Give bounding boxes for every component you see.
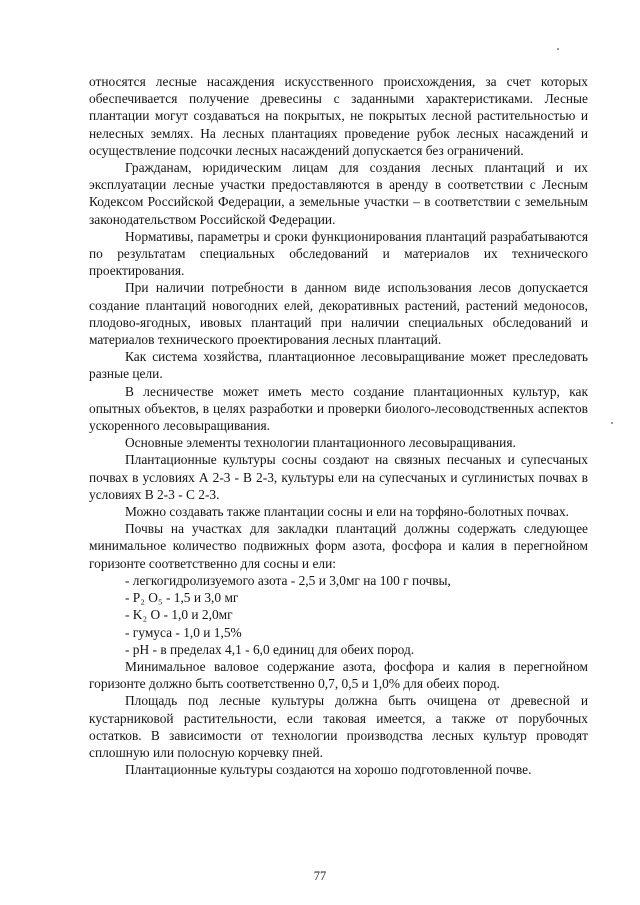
- paragraph-site-clearing: Площадь под лесные культуры должна быть очищена от древесной и кустарниковой растительности, если таковая имеется, а также от порубочных остатков. В зависимости от технологии производства лесных культур проводят сплошную или полосную корчевку пней.: [89, 693, 588, 760]
- scan-speck: [611, 422, 613, 424]
- list-item-humus: - гумуса - 1,0 и 1,5%: [125, 624, 242, 640]
- paragraph-soil-conditions: Плантационные культуры сосны создают на связных песчаных и супесчаных почвах в условиях А 2-3 - В 2-3, культуры ели на супесчаных и суглинистых почвах в условиях В 2-3 - С 2-3.: [89, 452, 588, 502]
- list-item-potassium: - K₂ O - 1,0 и 2,0мг: [125, 607, 233, 623]
- paragraph-experimental: В лесничестве может иметь место создание плантационных культур, как опытных объектов, в целях разработки и проверки биолого-лесоводственных аспектов ускоренного лесовыращивания.: [89, 383, 588, 434]
- paragraph-plantation-types: При наличии потребности в данном виде использования лесов допускается создание плантаций новогодних елей, декоративных растений, растений медоносов, плодово-ягодных, ивовых плантаций при наличии специальных обследований и материалов технического проектирования лесных плантаций.: [89, 280, 588, 348]
- paragraph-gross-content: Минимальное валовое содержание азота, фосфора и калия в перегнойном горизонте должно быть соответственно 0,7, 0,5 и 1,0% для обеих пород.: [89, 658, 588, 692]
- paragraph-norms: Нормативы, параметры и сроки функционирования плантаций разрабатываются по результатам специальных обследований и материалов их технического проектирования.: [89, 228, 588, 279]
- list-item-phosphorus: - P₂ O₅ - 1,5 и 3,0 мг: [125, 590, 239, 606]
- list-item-ph: - pH - в пределах 4,1 - 6,0 единиц для обеих пород.: [125, 641, 415, 657]
- paragraph-nutrients-intro: Почвы на участках для закладки плантаций должны содержать следующее минимальное количество подвижных форм азота, фосфора и калия в перегнойном горизонте соответственно для сосны и ели:: [89, 521, 588, 571]
- paragraph-technology-heading: Основные элементы технологии плантационного лесовыращивания.: [125, 435, 516, 451]
- scan-speck: [557, 48, 559, 50]
- paragraph-goals: Как система хозяйства, плантационное лесовыращивание может преследовать разные цели.: [89, 349, 588, 382]
- paragraph-peat-soils: Можно создавать также плантации сосны и ели на торфяно-болотных почвах.: [125, 504, 570, 520]
- paragraph-soil-preparation: Плантационные культуры создаются на хорошо подготовленной почве.: [125, 762, 532, 778]
- paragraph-continuation: относятся лесные насаждения искусственного происхождения, за счет которых обеспечивается получение древесины с заданными характеристиками. Лесные плантации могут создаваться на покрытых, не покрытых лесной растительностью и нелесных землях. На лесных плантациях проведение рубок лесных насаждений и осуществление подсочки лесных насаждений допускается без ограничений.: [89, 74, 588, 158]
- list-item-nitrogen: - легкогидролизуемого азота - 2,5 и 3,0мг на 100 г почвы,: [125, 572, 451, 588]
- page-number: 77: [313, 869, 327, 883]
- body-text: [89, 73, 588, 778]
- paragraph-lease: Гражданам, юридическим лицам для создания лесных плантаций и их эксплуатации лесные участки предоставляются в аренду в соответствии с Лесным Кодексом Российской Федерации, а земельные участки – в соответствии с земельным законодательством Российской Федерации.: [89, 160, 588, 227]
